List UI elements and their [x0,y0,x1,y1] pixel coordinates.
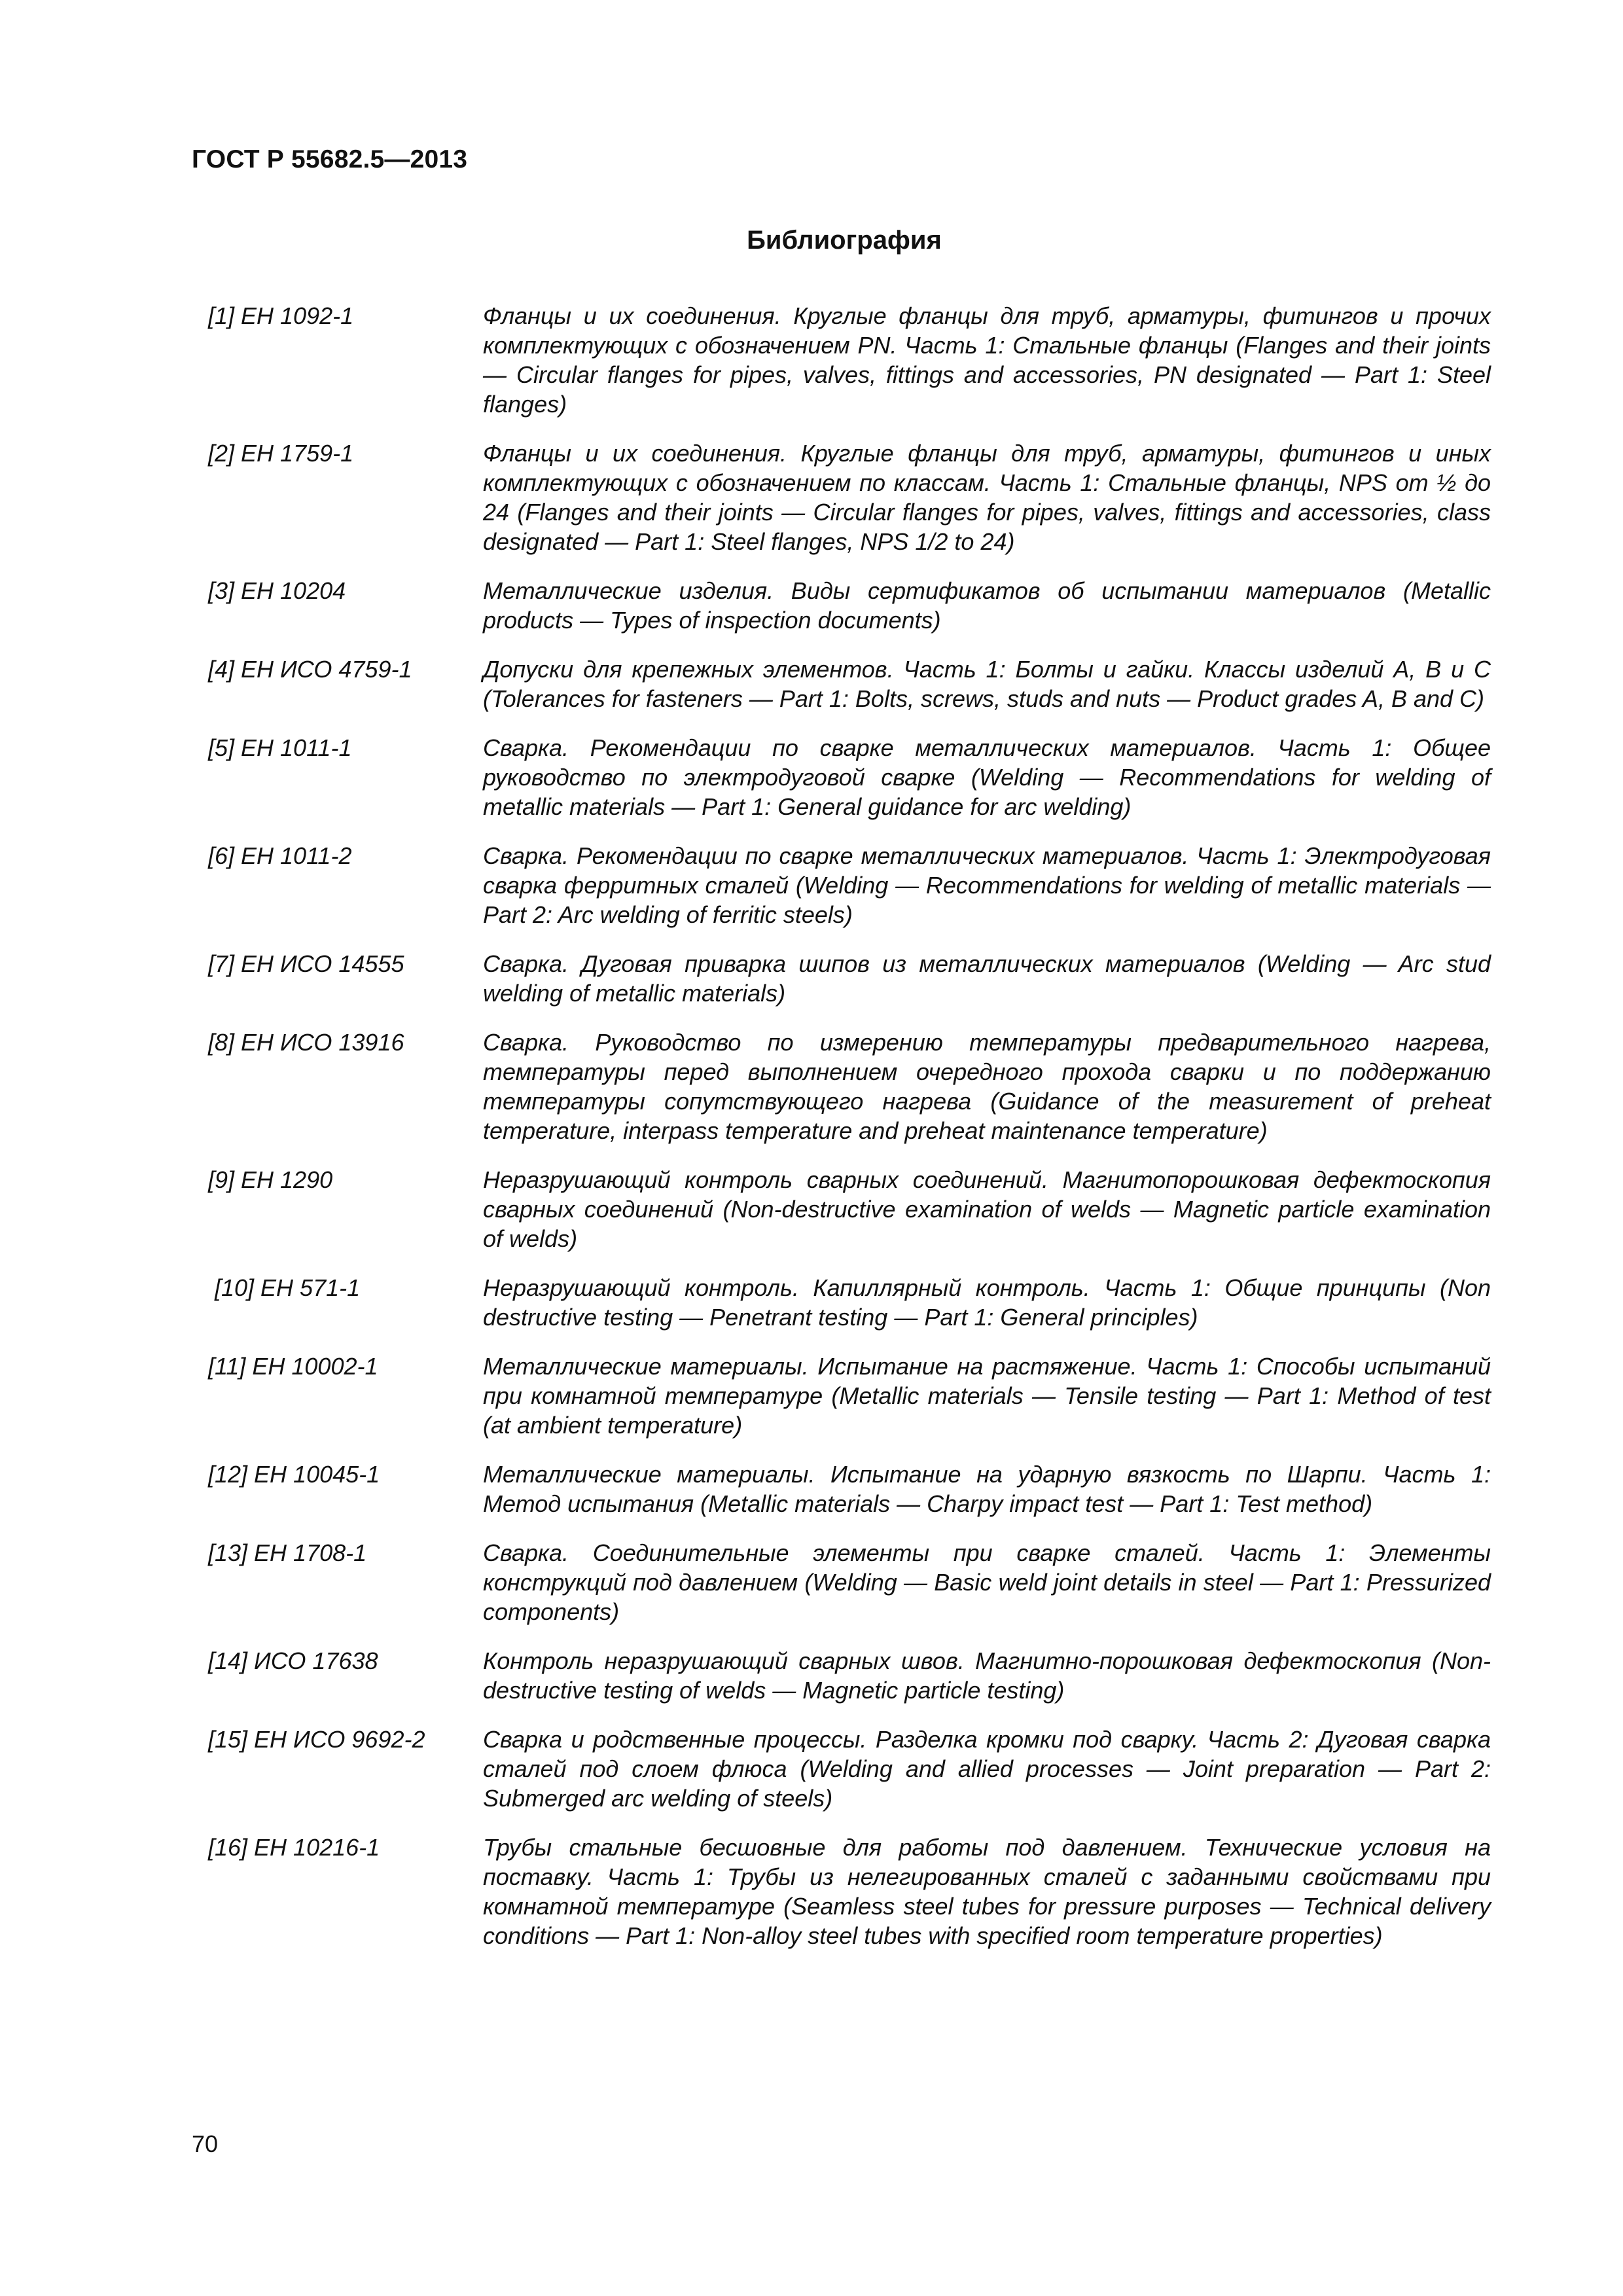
bibliography-entry-8 [208,1028,1491,1145]
bibliography-entry-10 [208,1273,1491,1332]
bibliography-ref: [10] ЕН 571-1 [215,1274,361,1301]
bibliography-entry-5 [208,733,1491,821]
bibliography-text: Контроль неразрушающий сварных швов. Магнитно-порошковая дефектоскопия (Non-destructive testing of welds — Magnetic particle testing) [483,1647,1491,1704]
bibliography-text: Металлические материалы. Испытание на ударную вязкость по Шарпи. Часть 1: Метод испытания (Metallic materials — Charpy impact test — Part 1: Test method) [483,1461,1491,1517]
bibliography-text: Сварка. Дуговая приварка шипов из металлических материалов (Welding — Arc stud welding of metallic materials) [483,950,1491,1007]
bibliography-entry-15 [208,1725,1491,1813]
bibliography-entry-11 [208,1352,1491,1440]
bibliography-text: Металлические материалы. Испытание на растяжение. Часть 1: Способы испытаний при комнатной температуре (Metallic materials — Tensile testing — Part 1: Method of test (at ambient temperature) [483,1353,1491,1439]
bibliography-ref: [16] ЕН 10216-1 [208,1834,380,1861]
bibliography-ref: [3] ЕН 10204 [208,577,346,604]
bibliography-ref: [4] ЕН ИСО 4759-1 [208,656,412,683]
bibliography-ref: [15] ЕН ИСО 9692-2 [208,1726,425,1753]
bibliography-ref: [12] ЕН 10045-1 [208,1461,380,1488]
bibliography-text: Металлические изделия. Виды сертификатов об испытании материалов (Metallic products — Types of inspection documents) [483,577,1491,634]
bibliography-text: Сварка. Соединительные элементы при сварке сталей. Часть 1: Элементы конструкций под давлением (Welding — Basic weld joint details in steel — Part 1: Pressurized components) [483,1539,1491,1625]
bibliography-entry-1 [208,301,1491,419]
bibliography-entry-4 [208,655,1491,713]
bibliography-ref: [2] ЕН 1759-1 [208,440,354,467]
section-title: Библиография [747,226,942,255]
bibliography-ref: [9] ЕН 1290 [208,1166,333,1193]
bibliography-text: Неразрушающий контроль сварных соединений. Магнитопорошковая дефектоскопия сварных соединений (Non-destructive examination of welds — Magnetic particle examination of welds) [483,1166,1491,1252]
bibliography-entry-3 [208,576,1491,635]
bibliography-ref: [11] ЕН 10002-1 [208,1353,378,1380]
bibliography-text: Сварка. Рекомендации по сварке металлических материалов. Часть 1: Электродуговая сварка ферритных сталей (Welding — Recommendations for welding of metallic materials — Part 2: Arc welding of ferritic steels) [483,842,1491,928]
bibliography-list [208,301,1491,1970]
bibliography-entry-13 [208,1538,1491,1626]
bibliography-entry-12 [208,1460,1491,1518]
bibliography-text: Сварка и родственные процессы. Разделка кромки под сварку. Часть 2: Дуговая сварка сталей под слоем флюса (Welding and allied processes — Joint preparation — Part 2: Submerged arc welding of steels) [483,1726,1491,1812]
bibliography-entry-16 [208,1833,1491,1950]
bibliography-entry-9 [208,1165,1491,1253]
bibliography-text: Сварка. Рекомендации по сварке металлических материалов. Часть 1: Общее руководство по электродуговой сварке (Welding — Recommendations for welding of metallic materials — Part 1: General guidance for arc welding) [483,734,1491,820]
bibliography-text: Неразрушающий контроль. Капиллярный контроль. Часть 1: Общие принципы (Non destructive testing — Penetrant testing — Part 1: General principles) [483,1274,1491,1331]
bibliography-text: Фланцы и их соединения. Круглые фланцы для труб, арматуры, фитингов и иных комплектующих с обозначением по классам. Часть 1: Стальные фланцы, NPS от ½ до 24 (Flanges and their joints — Circular flanges for pipes, valves, fittings and accessories, class designated — Part 1: Steel flanges, NPS 1/2 to 24) [483,440,1491,555]
bibliography-text: Фланцы и их соединения. Круглые фланцы для труб, арматуры, фитингов и прочих комплектующих с обозначением PN. Часть 1: Стальные фланцы (Flanges and their joints — Circular flanges for pipes, valves, fittings and accessories, PN designated — Part 1: Steel flanges) [483,302,1491,418]
page-number: 70 [192,2130,219,2157]
bibliography-ref: [5] ЕН 1011-1 [208,734,352,761]
bibliography-entry-6 [208,841,1491,929]
standard-code-header: ГОСТ Р 55682.5—2013 [192,145,468,173]
bibliography-ref: [13] ЕН 1708-1 [208,1539,367,1566]
bibliography-ref: [14] ИСО 17638 [208,1647,378,1674]
bibliography-text: Сварка. Руководство по измерению температуры предварительного нагрева, температуры перед выполнением очередного прохода сварки и по поддержанию температуры сопутствующего нагрева (Guidance of the measurement of preheat temperature, interpass temperature and preheat maintenance temperature) [483,1029,1491,1144]
bibliography-entry-14 [208,1646,1491,1705]
bibliography-entry-7 [208,949,1491,1008]
bibliography-ref: [6] ЕН 1011-2 [208,842,352,869]
bibliography-ref: [8] ЕН ИСО 13916 [208,1029,404,1056]
bibliography-text: Трубы стальные бесшовные для работы под давлением. Технические условия на поставку. Часть 1: Трубы из нелегированных сталей с заданными свойствами при комнатной температуре (Seamless steel tubes for pressure purposes — Technical delivery conditions — Part 1: Non-alloy steel tubes with specified room temperature properties) [483,1834,1491,1949]
bibliography-ref: [7] ЕН ИСО 14555 [208,950,404,977]
bibliography-text: Допуски для крепежных элементов. Часть 1: Болты и гайки. Классы изделий А, В и С (Tolerances for fasteners — Part 1: Bolts, screws, studs and nuts — Product grades A, B and C) [483,656,1491,712]
bibliography-ref: [1] ЕН 1092-1 [208,302,354,329]
bibliography-entry-2 [208,439,1491,556]
